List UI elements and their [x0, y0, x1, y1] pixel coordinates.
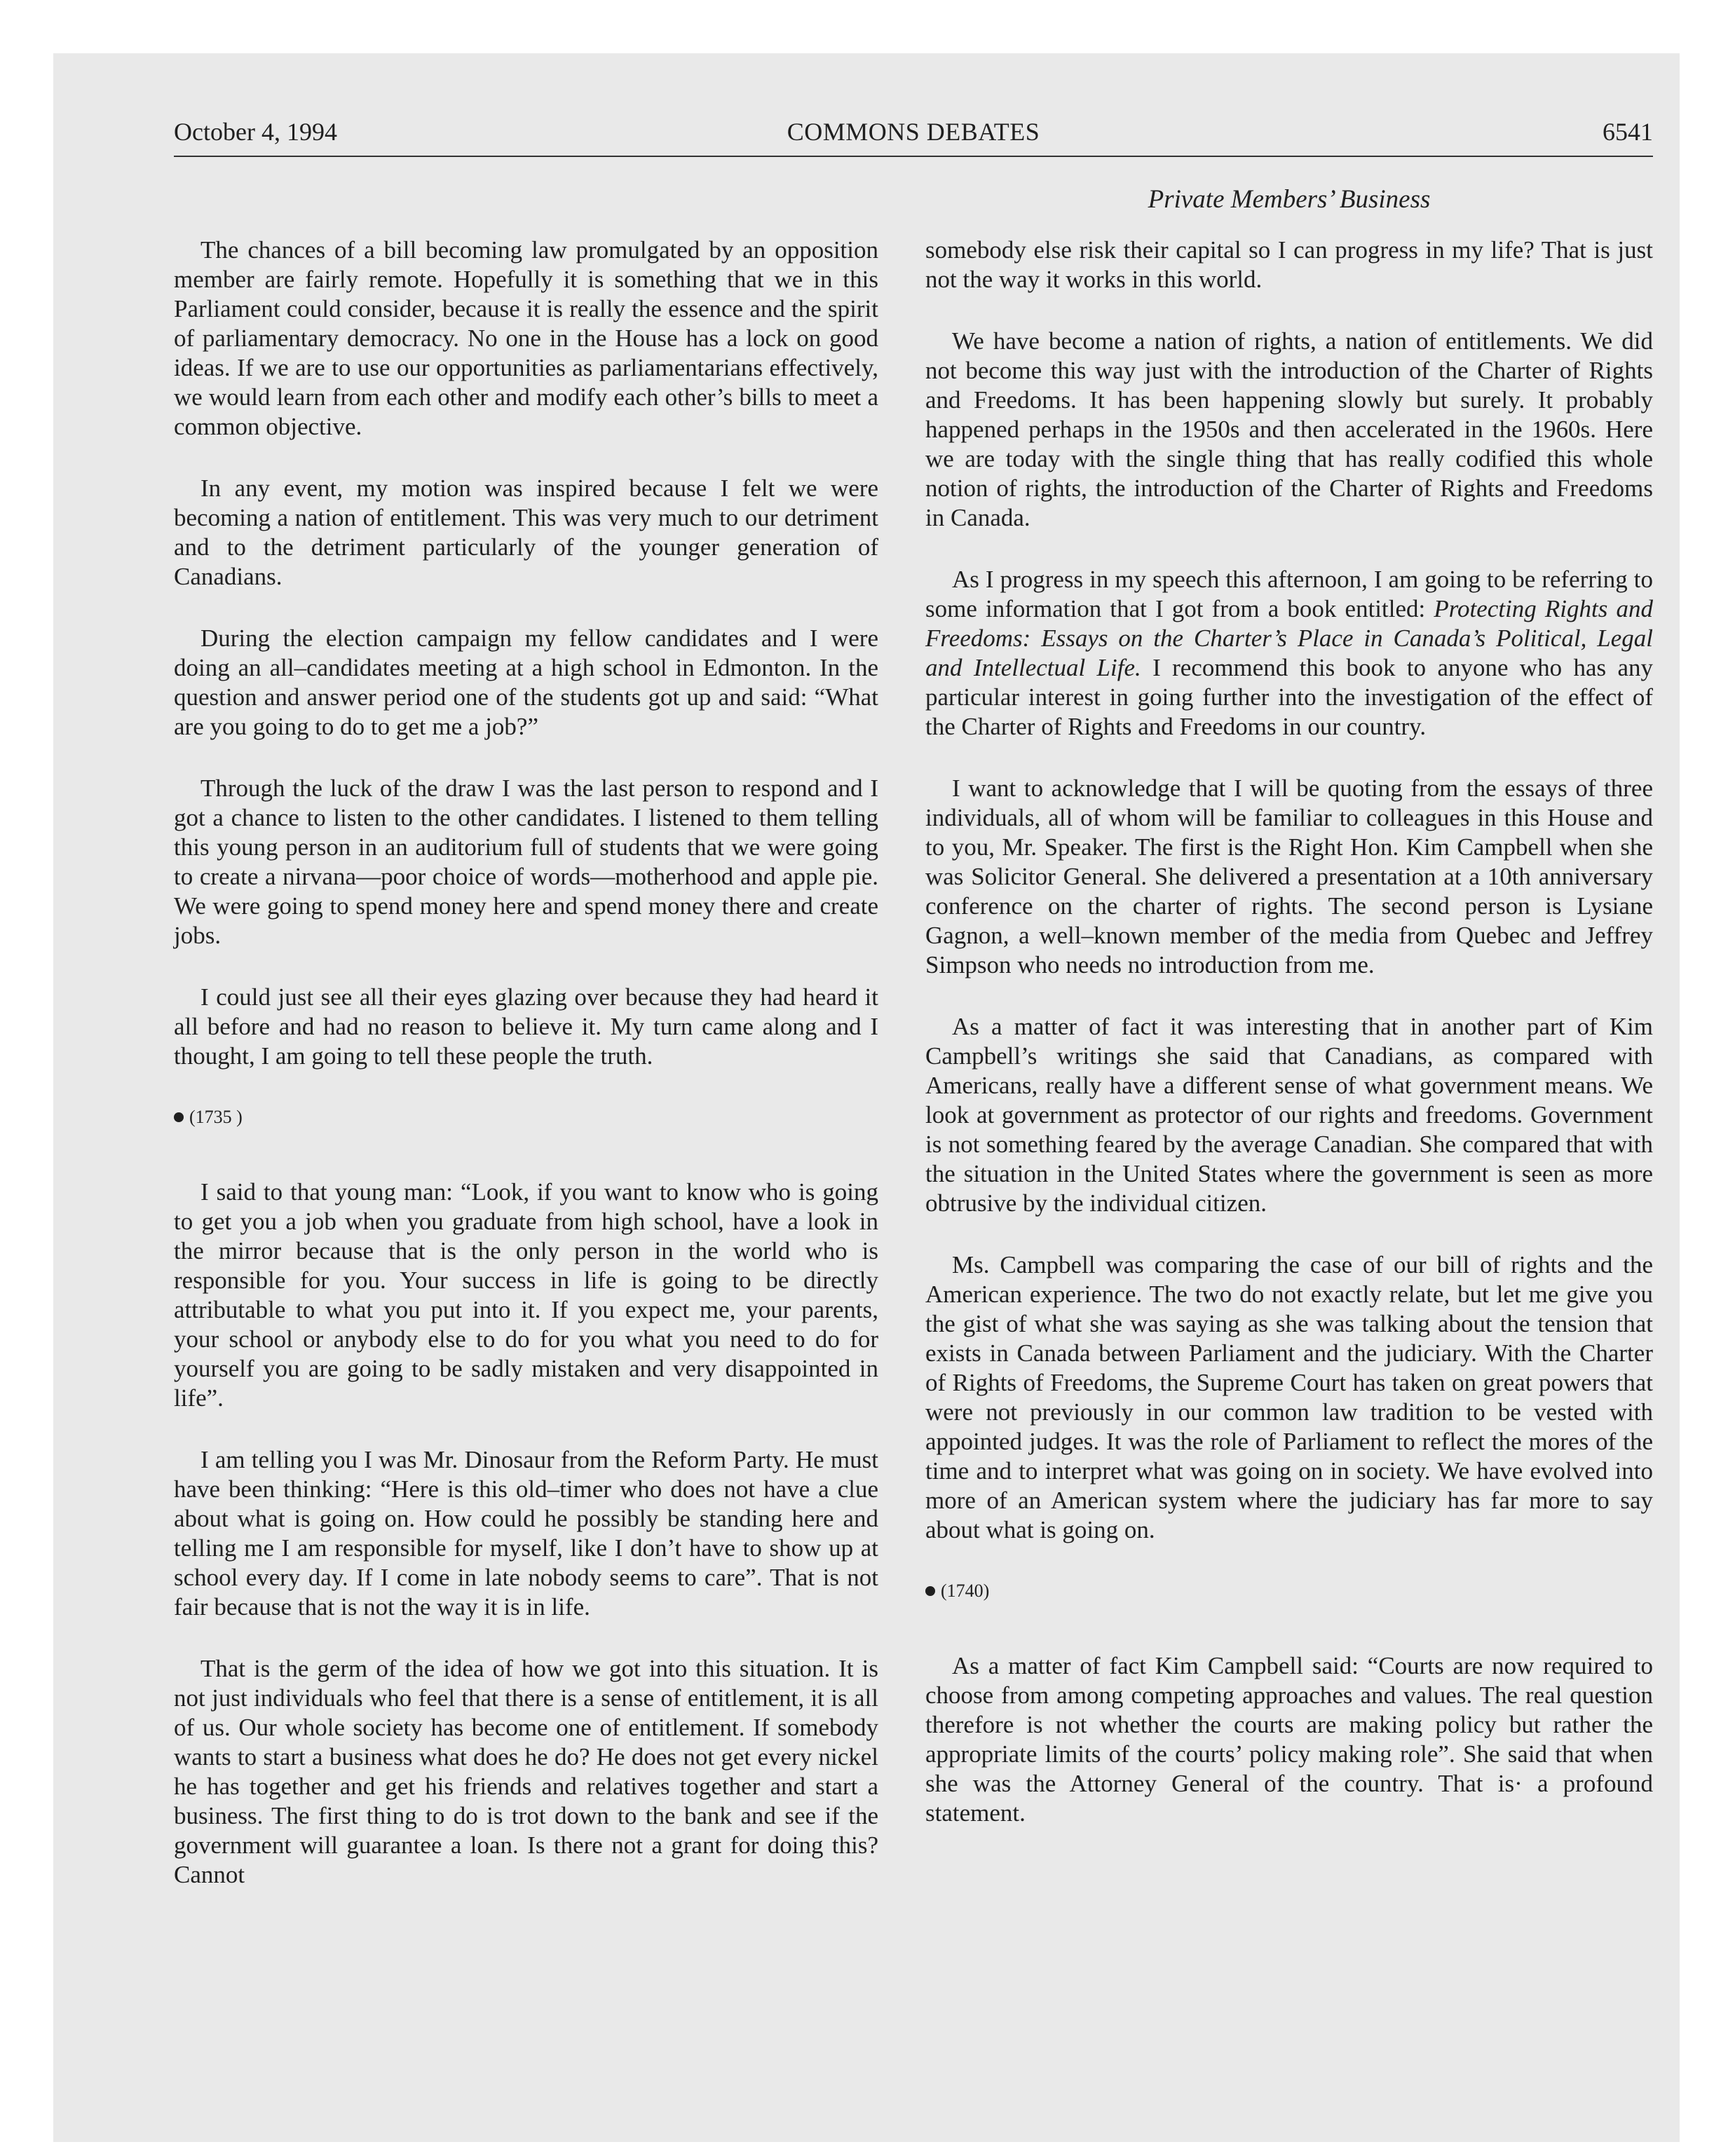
paragraph: That is the germ of the idea of how we got into this situation. It is not just individuals who feel that there is a sense of entitlement, it is all of us. Our whole society has become one of entitlement. If somebody wants to start a business what does he do? He does not get every nickel he has together and get his friends and relatives together and start a business. The first thing to do is trot down to the bank and see if the government will guarantee a loan. Is there not a grant for doing this? Cannot [174, 1655, 878, 1888]
time-marker-label: (1740) [941, 1581, 990, 1601]
paragraph: We have become a nation of rights, a nation of entitlements. We did not become this way just with the introduction of the Charter of Rights and Freedoms. It has been happening slowly but surely. It probably happened perhaps in the 1950s and then accelerated in the 1960s. Here we are today with the single thing that has really codified this whole notion of rights, the introduction of the Charter of Rights and Freedoms in Canada. [925, 327, 1653, 531]
bullet-icon [925, 1586, 935, 1596]
paragraph-text: As I progress in my speech this afternoon, I am going to be referring to some information that I got from a book entitled: [925, 566, 1653, 622]
header-publication: COMMONS DEBATES [787, 118, 1040, 146]
section-label: Private Members’ Business [1148, 185, 1431, 214]
right-column [925, 236, 1653, 1860]
time-marker [174, 1103, 878, 1131]
paragraph-text: I recommend this book to anyone who has any particular interest in going further into the investigation of the effect of the Charter of Rights and Freedoms in our country. [925, 654, 1653, 740]
header-rule [174, 156, 1653, 157]
paragraph: I want to acknowledge that I will be quoting from the essays of three individuals, all of whom will be familiar to colleagues in this House and to you, Mr. Speaker. The first is the Right Hon. Kim Campbell when she was Solicitor General. She delivered a presentation at a 10th anniversary conference on the charter of rights. The second person is Lysiane Gagnon, a well–known member of the media from Quebec and Jeffrey Simpson who needs no introduction from me. [925, 775, 1653, 978]
page-header [174, 111, 1653, 153]
paragraph: Ms. Campbell was comparing the case of our bill of rights and the American experience. The two do not exactly relate, but let me give you the gist of what she was saying as she was talking about the tension that exists in Canada between Parliament and the judiciary. With the Charter of Rights of Freedoms, the Supreme Court has taken on great powers that were not previously in our common law tradition to be vested with appointed judges. It was the role of Parliament to reflect the mores of the time and to interpret what was going on in society. We have evolved into more of an American system where the judiciary has far more to say about what is going on. [925, 1251, 1653, 1543]
paragraph [925, 565, 1653, 742]
left-column [174, 236, 878, 1922]
paragraph: As a matter of fact Kim Campbell said: “Courts are now required to choose from among competing approaches and values. The real question therefore is not whether the courts are making policy but rather the appropriate limits of the courts’ policy making role”. She said that when she was the Attorney General of the country. That is· a profound statement. [925, 1652, 1653, 1827]
book-title: Protecting Rights and Freedoms: Essays on the Charter’s Place in Canada’s Political, Legal and Intellectual Life. [925, 595, 1653, 681]
paragraph: I am telling you I was Mr. Dinosaur from the Reform Party. He must have been thinking: “Here is this old–timer who does not have a clue about what is going on. How could he possibly be standing here and telling me I am responsible for myself, like I don’t have to show up at school every day. If I come in late nobody seems to care”. That is not fair because that is not the way it is in life. [174, 1446, 878, 1621]
document-page [53, 53, 1680, 2142]
paragraph: Through the luck of the draw I was the last person to respond and I got a chance to listen to the other candidates. I listened to them telling this young person in an auditorium full of students that we were going to create a nirvana—poor choice of words—motherhood and apple pie. We were going to spend money here and spend money there and create jobs. [174, 775, 878, 949]
time-marker [925, 1577, 1653, 1605]
paragraph: As a matter of fact it was interesting that in another part of Kim Campbell’s writings she said that Canadians, as compared with Americans, really have a different sense of what government means. We look at government as protector of our rights and freedoms. Government is not something feared by the average Canadian. She compared that with the situation in the United States where the government is seen as more obtrusive by the individual citizen. [925, 1013, 1653, 1217]
bullet-icon [174, 1112, 184, 1122]
paragraph: In any event, my motion was inspired because I felt we were becoming a nation of entitlement. This was very much to our detriment and to the detriment particularly of the younger generation of Canadians. [174, 475, 878, 590]
paragraph: During the election campaign my fellow candidates and I were doing an all–candidates meeting at a high school in Edmonton. In the question and answer period one of the students got up and said: “What are you going to do to get me a job?” [174, 625, 878, 740]
paragraph: I said to that young man: “Look, if you want to know who is going to get you a job when you graduate from high school, have a look in the mirror because that is the only person in the world who is responsible for you. Your success in life is going to be directly attributable to what you put into it. If you expect me, your parents, your school or anybody else to do for you what you need to do for yourself you are going to be sadly mistaken and very disappointed in life”. [174, 1178, 878, 1412]
time-marker-label: (1735 ) [189, 1107, 243, 1127]
header-date: October 4, 1994 [174, 118, 337, 146]
paragraph: The chances of a bill becoming law promulgated by an opposition member are fairly remote. Hopefully it is something that we in this Parliament could consider, because it is really the essence and the spirit of parliamentary democracy. No one in the House has a lock on good ideas. If we are to use our opportunities as parliamentarians effectively, we would learn from each other and modify each other’s bills to meet a common objective. [174, 236, 878, 440]
header-page-number: 6541 [1603, 118, 1653, 146]
paragraph: somebody else risk their capital so I can progress in my life? That is just not the way it works in this world. [925, 236, 1653, 293]
paragraph: I could just see all their eyes glazing over because they had heard it all before and had no reason to believe it. My turn came along and I thought, I am going to tell these people the truth. [174, 983, 878, 1070]
